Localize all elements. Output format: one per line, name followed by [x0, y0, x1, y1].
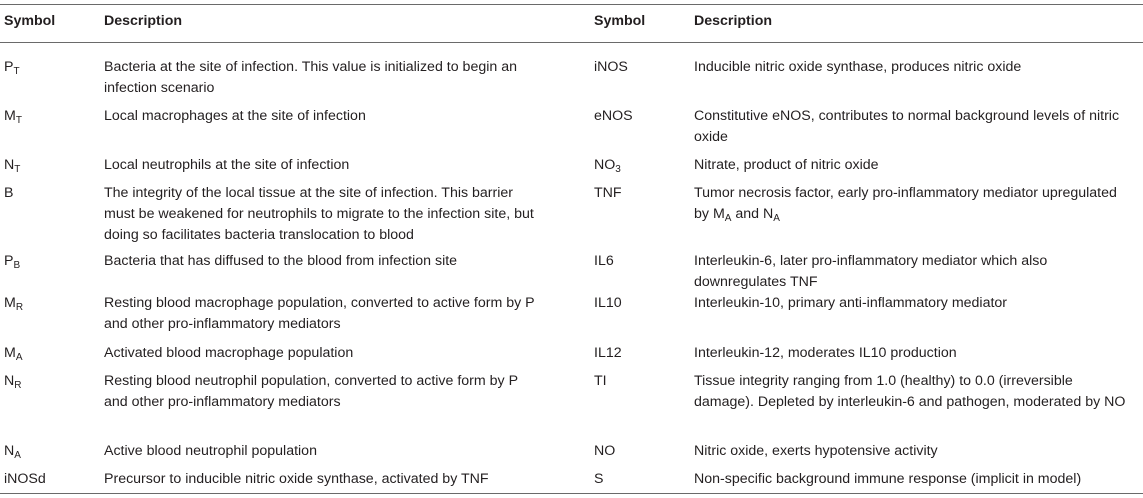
left-symbol-subscript: B [13, 260, 21, 271]
left-symbol: $P_T$ [4, 59, 20, 77]
right-description: Nitric oxide, exerts hypotensive activity [694, 443, 938, 459]
inline-symbol: $M_A$ [712, 206, 732, 224]
top-rule [0, 4, 1143, 5]
left-symbol-subscript: T [13, 66, 20, 77]
left-symbol-cell [4, 183, 94, 204]
left-symbol: $M_A$ [4, 345, 23, 363]
header-description-right: Description [694, 13, 773, 29]
left-description: Local neutrophils at the site of infection [104, 157, 350, 173]
right-description: Nitrate, product of nitric oxide [694, 157, 879, 173]
header-symbol-right: Symbol [594, 13, 646, 29]
left-symbol: $P_B$ [4, 253, 21, 271]
right-symbol-cell [594, 183, 684, 204]
left-description: Activated blood macrophage population [104, 345, 354, 361]
bottom-rule [0, 493, 1143, 494]
left-symbol: $M_T$ [4, 108, 22, 126]
left-description: Resting blood macrophage population, converted to active form by P and other pro-inflammatory mediators [104, 295, 535, 332]
left-description: Bacteria that has diffused to the blood from infection site [104, 253, 458, 269]
left-symbol-cell [4, 155, 94, 176]
left-description: Local macrophages at the site of infection [104, 108, 366, 124]
left-symbol: $M_R$ [4, 295, 24, 313]
right-symbol: IL10 [594, 295, 622, 311]
right-symbol: S [594, 471, 604, 487]
left-symbol: $N_R$ [4, 373, 22, 391]
inline-symbol: $N_A$ [763, 206, 780, 224]
right-symbol: TI [594, 373, 607, 389]
right-symbol-subscript: 3 [615, 164, 621, 175]
left-symbol-cell [4, 343, 94, 364]
header-symbol-left: Symbol [4, 13, 56, 29]
right-description: Inducible nitric oxide synthase, produces nitric oxide [694, 59, 1022, 75]
right-symbol-cell [594, 371, 684, 392]
left-symbol-cell [4, 441, 94, 462]
inline-symbol-subscript: A [773, 213, 780, 224]
right-description: Constitutive eNOS, contributes to normal background levels of nitric oxide [694, 108, 1120, 145]
right-description: Interleukin-12, moderates IL10 production [694, 345, 957, 361]
left-symbol: B [4, 185, 14, 201]
right-symbol-cell [594, 155, 684, 176]
left-symbol-cell [4, 106, 94, 127]
left-symbol-cell [4, 251, 94, 272]
left-description: Bacteria at the site of infection. This value is initialized to begin an infection scenario [104, 59, 517, 96]
left-symbol-cell [4, 371, 94, 392]
left-description: Active blood neutrophil population [104, 443, 317, 459]
inline-symbol-subscript: A [724, 213, 732, 224]
right-symbol: TNF [594, 185, 622, 201]
right-symbol: eNOS [594, 108, 633, 124]
right-description: Tissue integrity ranging from 1.0 (healthy) to 0.0 (irreversible damage). Depleted by interleukin-6 and pathogen, moderated by NO [694, 373, 1126, 410]
right-symbol-cell [594, 343, 684, 364]
left-symbol-subscript: R [14, 380, 22, 391]
left-description: The integrity of the local tissue at the site of infection. This barrier must be weakened for neutrophils to migrate to the infection site, but doing so facilitates bacteria translocation to blood [104, 185, 534, 243]
left-symbol-subscript: R [15, 302, 24, 313]
left-symbol-subscript: A [14, 450, 21, 461]
left-symbol: iNOSd [4, 471, 46, 487]
right-symbol-cell [594, 469, 684, 490]
right-symbol: IL6 [594, 253, 614, 269]
right-symbol: IL12 [594, 345, 622, 361]
right-symbol-cell [594, 106, 684, 127]
left-symbol-subscript: T [14, 164, 21, 175]
right-symbol: $NO_3$ [594, 157, 621, 175]
right-description: Interleukin-10, primary anti-inflammatory mediator [694, 295, 1008, 311]
right-symbol-cell [594, 441, 684, 462]
left-description: Precursor to inducible nitric oxide synthase, activated by TNF [104, 471, 489, 487]
right-description: Non-specific background immune response (implicit in model) [694, 471, 1082, 487]
right-symbol: iNOS [594, 59, 628, 75]
header-description-left: Description [104, 13, 183, 29]
left-description: Resting blood neutrophil population, converted to active form by P and other pro-inflammatory mediators [104, 373, 518, 410]
left-symbol-cell [4, 469, 94, 490]
right-symbol-cell [594, 293, 684, 314]
right-symbol-cell [594, 57, 684, 78]
header-rule [0, 42, 1143, 43]
left-symbol: $N_T$ [4, 157, 21, 175]
right-description: Tumor necrosis factor, early pro-inflammatory mediator upregulated by $M_A$ and $N_A$ [694, 185, 1117, 224]
left-symbol-cell [4, 293, 94, 314]
right-symbol: NO [594, 443, 616, 459]
left-symbol-subscript: T [15, 115, 22, 126]
right-symbol-cell [594, 251, 684, 272]
left-symbol-subscript: A [15, 352, 23, 363]
left-symbol-cell [4, 57, 94, 78]
right-description: Interleukin-6, later pro-inflammatory mediator which also downregulates TNF [694, 253, 1048, 290]
left-symbol: $N_A$ [4, 443, 21, 461]
